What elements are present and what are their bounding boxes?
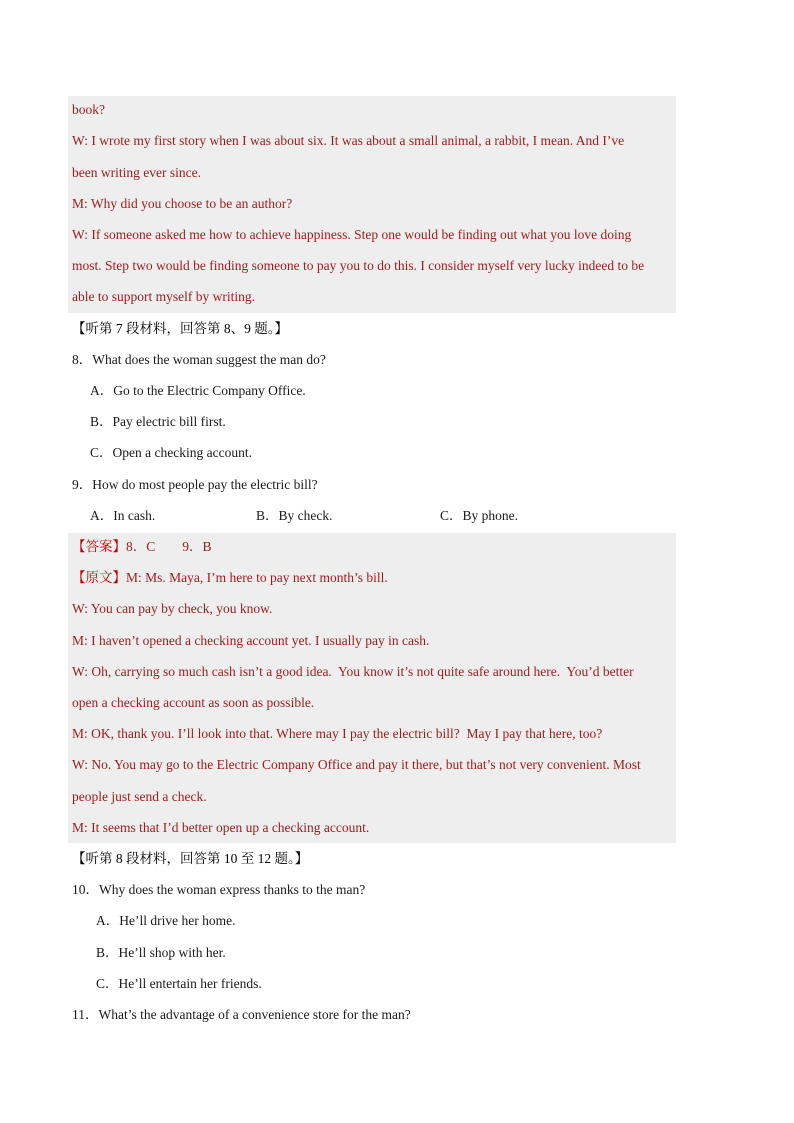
option-a: A．Go to the Electric Company Office. (90, 383, 306, 398)
answer-label: 【答案】 (72, 539, 126, 554)
transcript-line: able to support myself by writing. (72, 289, 255, 304)
transcript-label: 【原文】 (72, 570, 126, 585)
transcript-line: people just send a check. (72, 789, 207, 804)
question-stem: 9．How do most people pay the electric bill? (72, 477, 318, 492)
option-b: B．Pay electric bill first. (90, 414, 226, 429)
option-c: C．He’ll entertain her friends. (96, 976, 262, 991)
transcript-line: W: No. You may go to the Electric Company Office and pay it there, but that’s not very convenient. Most (72, 757, 641, 772)
answer-line (72, 536, 212, 558)
option-c: C．Open a checking account. (90, 445, 252, 460)
transcript-line: open a checking account as soon as possible. (72, 695, 315, 710)
transcript-line: W: If someone asked me how to achieve happiness. Step one would be finding out what you love doing (72, 227, 632, 242)
question-stem: 8．What does the woman suggest the man do? (72, 352, 326, 367)
transcript-line: W: I wrote my first story when I was about six. It was about a small animal, a rabbit, I mean. And I’ve (72, 133, 625, 148)
option-b: B．By check. (256, 508, 333, 523)
transcript-line: M: It seems that I’d better open up a checking account. (72, 820, 370, 835)
transcript-line (72, 567, 388, 589)
transcript-line: W: Oh, carrying so much cash isn’t a good idea. You know it’s not quite safe around here. You’d better (72, 664, 634, 679)
transcript-line: M: OK, thank you. I’ll look into that. Where may I pay the electric bill? May I pay that here, too? (72, 726, 603, 741)
transcript-line: book? (72, 102, 105, 117)
transcript-line: W: You can pay by check, you know. (72, 601, 273, 616)
option-b: B．He’ll shop with her. (96, 945, 226, 960)
transcript-text: M: Ms. Maya, I’m here to pay next month’s bill. (126, 570, 388, 585)
transcript-line: M: Why did you choose to be an author? (72, 196, 293, 211)
question-stem: 10．Why does the woman express thanks to the man? (72, 882, 366, 897)
option-c: C．By phone. (440, 508, 519, 523)
transcript-line: been writing ever since. (72, 165, 201, 180)
section-heading: 【听第 8 段材料，回答第 10 至 12 题。】 (72, 851, 309, 866)
option-a: A．He’ll drive her home. (96, 913, 236, 928)
option-a: A．In cash. (90, 508, 156, 523)
transcript-line: most. Step two would be finding someone to pay you to do this. I consider myself very lucky indeed to be (72, 258, 645, 273)
answer-text: 8．C 9．B (126, 539, 212, 554)
transcript-line: M: I haven’t opened a checking account yet. I usually pay in cash. (72, 633, 430, 648)
options-row (90, 505, 590, 527)
question-stem: 11．What’s the advantage of a convenience store for the man? (72, 1007, 411, 1022)
section-heading: 【听第 7 段材料，回答第 8、9 题。】 (72, 321, 288, 336)
